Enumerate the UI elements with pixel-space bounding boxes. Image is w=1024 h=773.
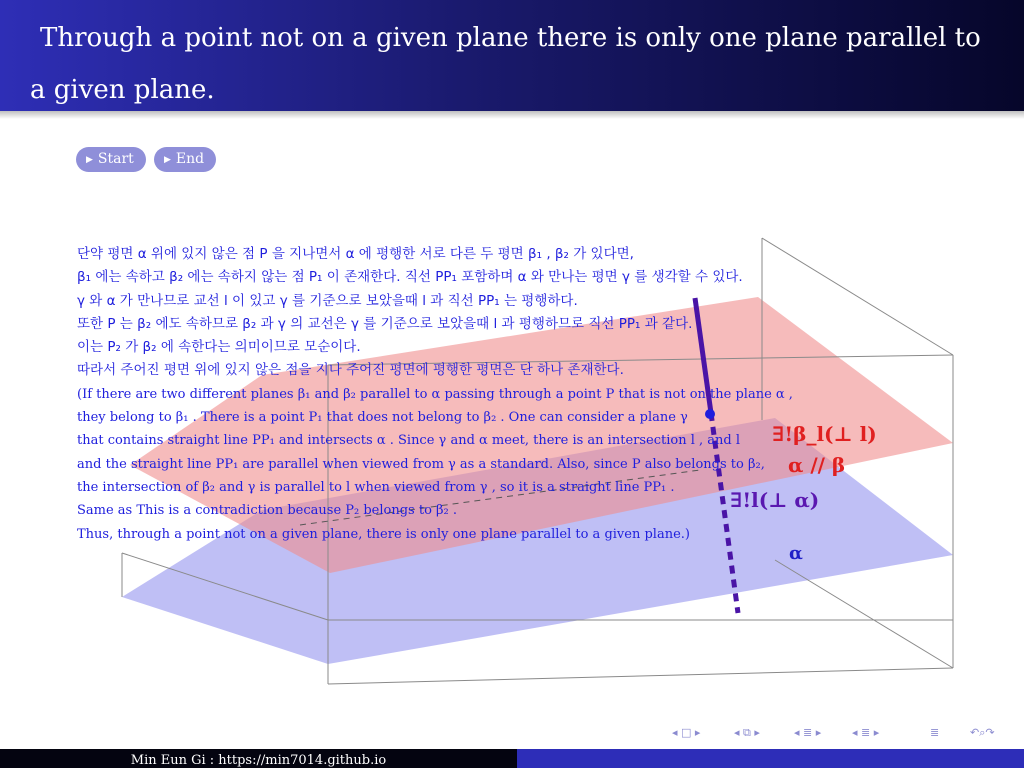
english-line-4: and the straight line PP₁ are parallel when viewed from γ as a standard. Also, since P also belongs to β₂, <box>77 456 765 472</box>
korean-line-2: β₁ 에는 속하고 β₂ 에는 속하지 않는 점 P₁ 이 존재한다. 직선 PP₁ 포함하며 α 와 만나는 평면 γ 를 생각할 수 있다. <box>77 269 743 286</box>
footer-author <box>0 749 517 768</box>
korean-line-6: 따라서 주어진 평면 위에 있지 않은 점을 지나 주어진 평면에 평행한 평면은 단 하나 존재한다. <box>77 362 624 379</box>
english-line-3: that contains straight line PP₁ and intersects α . Since γ and α meet, there is an intersection l , and l <box>77 433 740 449</box>
english-line-7: Thus, through a point not on a given plane, there is only one plane parallel to a given plane.) <box>77 526 690 542</box>
english-line-2: they belong to β₁ . There is a point P₁ that does not belong to β₂ . One can consider a plane γ <box>77 410 688 426</box>
document-nav-icon[interactable]: ◂ ≣ ▸ <box>852 726 880 739</box>
end-button-label: End <box>175 151 205 167</box>
explanation-text <box>77 243 797 546</box>
search-icon[interactable]: ↶⌕↷ <box>970 726 995 739</box>
korean-line-1: 단약 평면 α 위에 있지 않은 점 P 을 지나면서 α 에 평행한 서로 다른 두 평면 β₁ , β₂ 가 있다면, <box>77 246 634 262</box>
appendix-icon[interactable]: ≣ <box>930 726 940 739</box>
footer-bar <box>517 749 1024 768</box>
exists-beta-label: ∃!β_l(⊥ l) <box>772 422 877 446</box>
korean-line-3: γ 와 α 가 만나므로 교선 l 이 있고 γ 를 기준으로 보았을때 l 과 직선 PP₁ 는 평행하다. <box>77 292 578 309</box>
section-nav-icon[interactable]: ◂ ≣ ▸ <box>794 726 822 739</box>
box-right-lower-edge <box>775 560 953 668</box>
exists-line-label: ∃!l(⊥ α) <box>730 488 820 512</box>
alpha-label: α <box>789 543 803 564</box>
play-triangle-icon: ▶ <box>86 155 93 165</box>
english-line-6: Same as This is a contradiction because P₂ belongs to β₂ . <box>77 503 458 519</box>
beamer-navigation <box>672 726 1024 742</box>
english-line-5: the intersection of β₂ and γ is parallel to l when viewed from γ , so it is a straight line PP₁ . <box>77 479 675 495</box>
english-line-1: (If there are two different planes β₁ and β₂ parallel to α passing through a point P that is not on the plane α , <box>77 386 793 402</box>
subsection-nav-icon[interactable]: ◂ ⧉ ▸ <box>734 726 760 739</box>
slide-title: Through a point not on a given plane there is only one plane parallel to a given plane. <box>30 23 981 105</box>
korean-line-4: 또한 P 는 β₂ 에도 속하므로 β₂ 과 γ 의 교선은 γ 를 기준으로 보았을때 l 과 평행하므로 직선 PP₁ 과 같다. <box>77 315 693 332</box>
play-triangle-icon: ▶ <box>164 155 171 165</box>
frame-nav-icon[interactable]: ◂ □ ▸ <box>672 726 701 739</box>
korean-line-5: 이는 P₂ 가 β₂ 에 속한다는 의미이므로 모순이다. <box>77 339 361 356</box>
parallel-label: α // β <box>788 453 846 477</box>
footer-author-text: Min Eun Gi : https://min7014.github.io <box>130 753 387 768</box>
start-button-label: Start <box>97 151 134 167</box>
box-bottom-edge <box>328 668 953 684</box>
